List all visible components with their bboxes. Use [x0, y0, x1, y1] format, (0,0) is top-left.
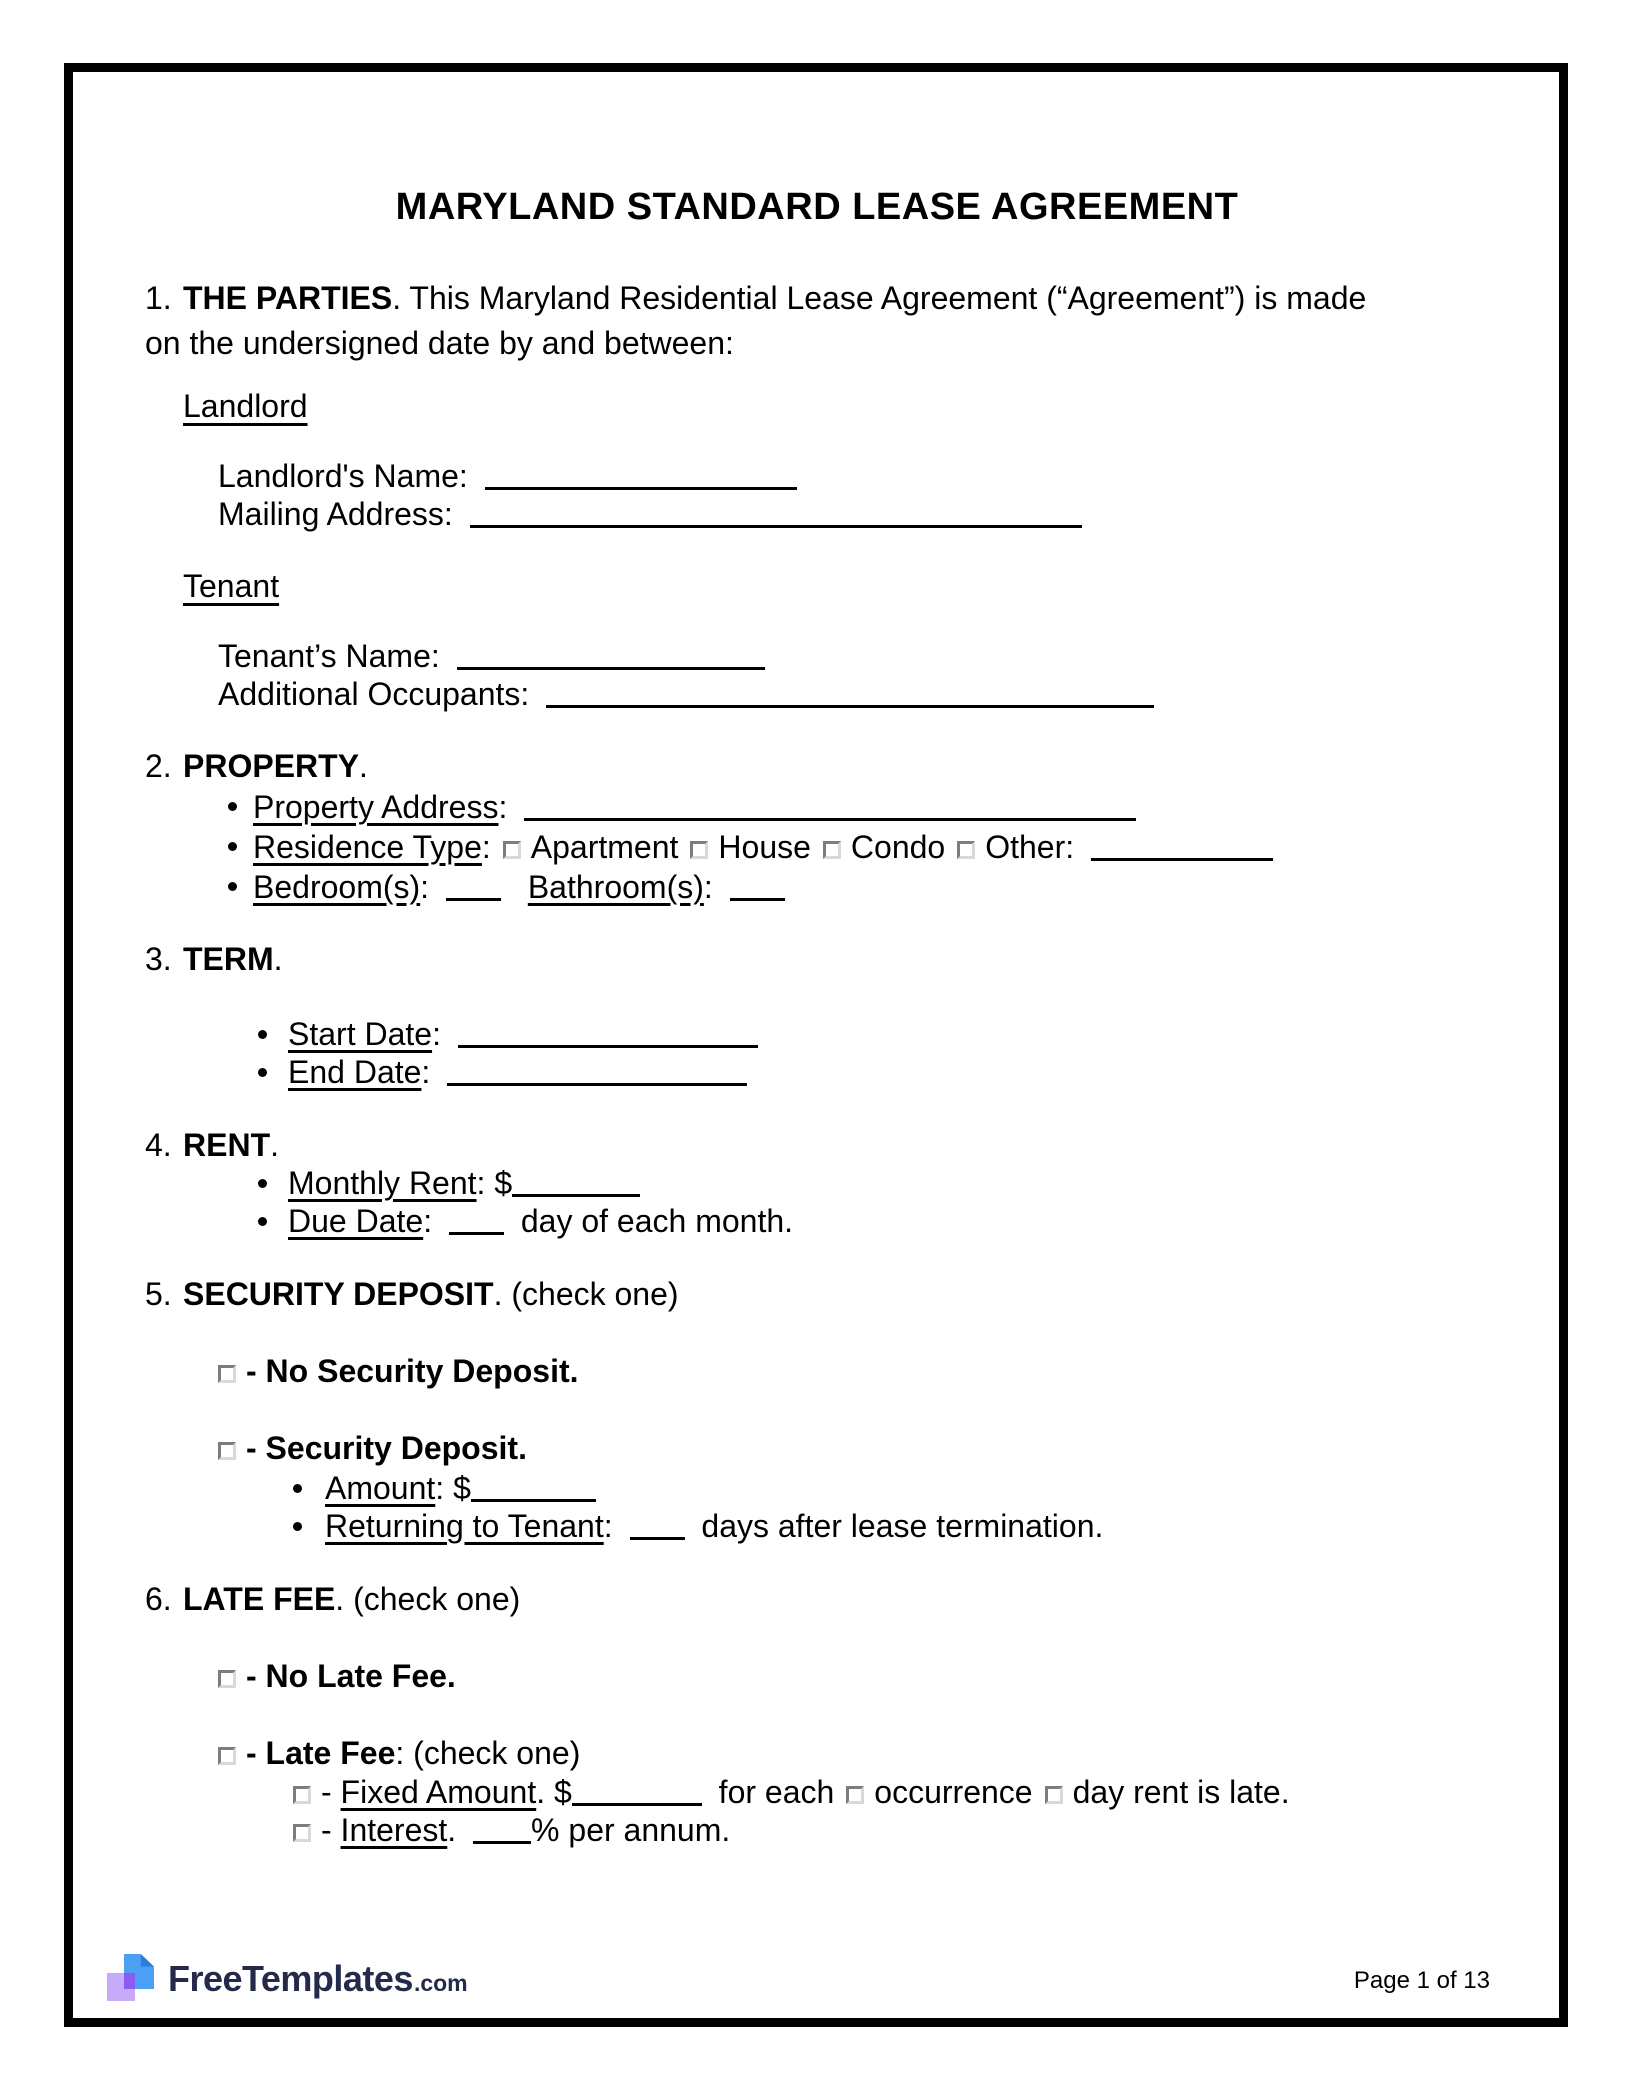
dash: -: [321, 1774, 332, 1810]
deposit-return-label: Returning to Tenant: [325, 1508, 604, 1544]
monthly-rent-label: Monthly Rent: [288, 1165, 477, 1201]
deposit-return-tail: days after lease termination.: [701, 1508, 1104, 1544]
end-date-label: End Date: [288, 1054, 422, 1090]
colon: :: [703, 869, 713, 905]
other-checkbox[interactable]: [957, 841, 975, 859]
landlord-fields: [145, 457, 1489, 533]
landlord-name-label: Landlord's Name: [218, 458, 459, 494]
security-deposit-bullets: [145, 1469, 1489, 1545]
term-bullets: [145, 1015, 1489, 1091]
tenant-name-row: [145, 637, 1489, 675]
house-checkbox[interactable]: [690, 841, 708, 859]
section-5-after: . (check one): [493, 1276, 679, 1312]
bathrooms-field[interactable]: [730, 894, 785, 901]
no-late-fee-checkbox[interactable]: [218, 1670, 236, 1688]
brand-logo: [107, 1954, 468, 2001]
property-address-field[interactable]: [524, 814, 1136, 821]
colon: :: [498, 789, 508, 825]
day-rent-late-checkbox[interactable]: [1045, 1786, 1063, 1804]
property-bullets: [145, 787, 1489, 907]
no-security-deposit-option: [145, 1352, 1489, 1390]
security-deposit-label: - Security Deposit.: [246, 1430, 527, 1466]
residence-type-row: [145, 827, 1489, 867]
no-late-fee-option: [145, 1657, 1489, 1695]
additional-occupants-label: Additional Occupants: [218, 676, 521, 712]
section-6-heading: LATE FEE: [183, 1581, 336, 1617]
other-label: Other:: [985, 829, 1075, 865]
property-address-row: [145, 787, 1489, 827]
due-date-row: [145, 1202, 1489, 1240]
section-5-number: 5.: [145, 1276, 172, 1312]
section-rent-heading: [145, 1126, 1489, 1164]
colon: :: [421, 1054, 431, 1090]
bathrooms-label: Bathroom(s): [527, 869, 704, 905]
colon: :: [423, 1203, 433, 1239]
tenant-heading-label: Tenant: [183, 568, 280, 604]
tenant-heading: [145, 567, 1489, 605]
landlord-name-field[interactable]: [485, 483, 797, 490]
bullet-icon: [258, 1030, 267, 1039]
section-2-after: .: [359, 748, 368, 784]
section-2-number: 2.: [145, 748, 172, 784]
section-4-after: .: [270, 1127, 279, 1163]
interest-rate-field[interactable]: [473, 1837, 531, 1844]
colon: :: [432, 1016, 441, 1052]
fixed-amount-checkbox[interactable]: [293, 1786, 311, 1804]
colon: :: [430, 638, 440, 674]
deposit-return-days-field[interactable]: [630, 1533, 685, 1540]
section-security-deposit-heading: [145, 1275, 1489, 1313]
tenant-name-field[interactable]: [457, 663, 765, 670]
section-3-after: .: [273, 941, 283, 977]
other-residence-field[interactable]: [1091, 854, 1273, 861]
bullet-icon: [258, 1217, 267, 1226]
interest-separator: .: [447, 1812, 457, 1848]
section-1-text-line1: . This Maryland Residential Lease Agreement (“Agreement”) is made: [392, 280, 1367, 316]
mailing-address-row: [145, 495, 1489, 533]
interest-label: Interest: [340, 1812, 448, 1848]
condo-checkbox[interactable]: [823, 841, 841, 859]
fixed-amount-mid: for each: [718, 1774, 835, 1810]
rent-bullets: [145, 1164, 1489, 1240]
bullet-icon: [258, 1068, 267, 1077]
end-date-row: [145, 1053, 1489, 1091]
security-deposit-option: [145, 1429, 1489, 1467]
additional-occupants-row: [145, 675, 1489, 713]
due-date-tail: day of each month.: [520, 1203, 794, 1239]
section-late-fee-heading: [145, 1580, 1489, 1618]
bullet-icon: [228, 802, 237, 811]
brand-name: FreeTemplates: [168, 1958, 413, 1999]
apartment-checkbox[interactable]: [503, 841, 521, 859]
fixed-amount-separator: . $: [536, 1774, 572, 1810]
deposit-return-row: [145, 1507, 1489, 1545]
section-1-number: 1.: [145, 280, 172, 316]
apartment-label: Apartment: [530, 829, 679, 865]
landlord-heading-label: Landlord: [183, 388, 308, 424]
interest-checkbox[interactable]: [293, 1824, 311, 1842]
tenant-fields: [145, 637, 1489, 713]
section-2-heading: PROPERTY: [183, 748, 360, 784]
no-late-fee-label: - No Late Fee.: [246, 1658, 456, 1694]
page-number: Page 1 of 13: [1353, 1967, 1490, 1994]
colon: :: [520, 676, 530, 712]
late-fee-suboptions: [145, 1773, 1489, 1849]
mailing-address-label: Mailing Address: [218, 496, 444, 532]
interest-option: [145, 1811, 1489, 1849]
late-fee-option: [145, 1734, 1489, 1772]
monthly-rent-field[interactable]: [512, 1190, 640, 1197]
bullet-icon: [228, 842, 237, 851]
section-1-text-line2: on the undersigned date by and between:: [145, 325, 734, 361]
condo-label: Condo: [850, 829, 946, 865]
bullet-icon: [293, 1484, 302, 1493]
brand-tld: .com: [413, 1970, 468, 1996]
colon: :: [481, 829, 491, 865]
house-label: House: [718, 829, 811, 865]
fixed-amount-option: [145, 1773, 1489, 1811]
late-fee-after: : (check one): [395, 1735, 581, 1771]
additional-occupants-field[interactable]: [546, 701, 1154, 708]
deposit-amount-field[interactable]: [471, 1495, 596, 1502]
fixed-amount-label: Fixed Amount: [340, 1774, 537, 1810]
page-title: MARYLAND STANDARD LEASE AGREEMENT: [395, 186, 1239, 228]
start-date-row: [145, 1015, 1489, 1053]
residence-type-label: Residence Type: [253, 829, 482, 865]
fixed-amount-fee-field[interactable]: [572, 1799, 702, 1806]
document-page: [64, 63, 1568, 2027]
bullet-icon: [293, 1522, 302, 1531]
start-date-label: Start Date: [288, 1016, 433, 1052]
document-content: [73, 72, 1559, 1849]
interest-tail: % per annum.: [531, 1812, 731, 1848]
monthly-rent-separator: : $: [476, 1165, 513, 1201]
occurrence-checkbox[interactable]: [846, 1786, 864, 1804]
due-date-field[interactable]: [449, 1228, 504, 1235]
section-4-number: 4.: [145, 1127, 172, 1163]
no-security-deposit-label: - No Security Deposit.: [246, 1353, 579, 1389]
section-property-heading: [145, 747, 1489, 785]
tenant-name-label: Tenant’s Name: [218, 638, 431, 674]
property-address-label: Property Address: [253, 789, 499, 825]
section-4-heading: RENT: [183, 1127, 271, 1163]
section-3-number: 3.: [145, 941, 172, 977]
section-6-after: . (check one): [335, 1581, 521, 1617]
monthly-rent-row: [145, 1164, 1489, 1202]
bedrooms-bathrooms-row: [145, 867, 1489, 907]
section-5-heading: SECURITY DEPOSIT: [183, 1276, 494, 1312]
day-rent-late-label: day rent is late.: [1072, 1774, 1290, 1810]
section-term-heading: [145, 940, 1489, 978]
no-security-deposit-checkbox[interactable]: [218, 1365, 236, 1383]
section-1-heading: THE PARTIES: [183, 280, 393, 316]
colon: :: [603, 1508, 613, 1544]
landlord-name-row: [145, 457, 1489, 495]
bedrooms-label: Bedroom(s): [253, 869, 421, 905]
landlord-heading: [145, 387, 1489, 425]
section-parties: [145, 276, 1489, 366]
end-date-field[interactable]: [447, 1079, 747, 1086]
late-fee-label: - Late Fee: [246, 1735, 396, 1771]
section-6-number: 6.: [145, 1581, 172, 1617]
colon: :: [443, 496, 453, 532]
dash: -: [321, 1812, 332, 1848]
deposit-amount-row: [145, 1469, 1489, 1507]
section-3-heading: TERM: [183, 941, 274, 977]
start-date-field[interactable]: [458, 1041, 758, 1048]
deposit-amount-label: Amount: [325, 1470, 436, 1506]
colon: :: [458, 458, 468, 494]
due-date-label: Due Date: [288, 1203, 424, 1239]
bullet-icon: [258, 1179, 267, 1188]
occurrence-label: occurrence: [874, 1774, 1033, 1810]
deposit-amount-separator: : $: [435, 1470, 471, 1506]
mailing-address-field[interactable]: [470, 521, 1082, 528]
bullet-icon: [228, 882, 237, 891]
colon: :: [420, 869, 430, 905]
late-fee-checkbox[interactable]: [218, 1747, 236, 1765]
bedrooms-field[interactable]: [446, 894, 501, 901]
freetemplates-logo-icon: [107, 1954, 154, 2001]
security-deposit-checkbox[interactable]: [218, 1442, 236, 1460]
